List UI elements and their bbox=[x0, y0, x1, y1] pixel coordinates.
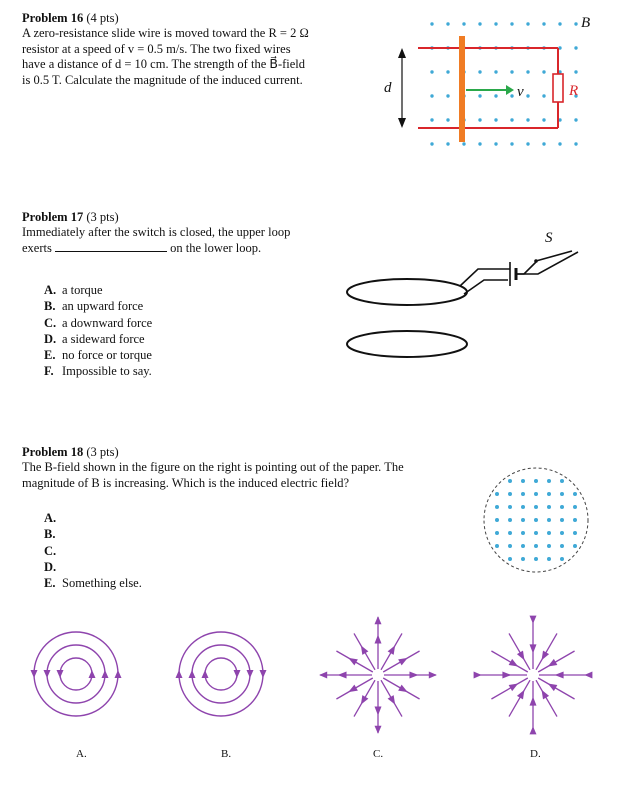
direction-arrow bbox=[548, 659, 558, 667]
p16-number: Problem 16 bbox=[22, 11, 84, 25]
option-letter: E. bbox=[44, 576, 56, 591]
field-line bbox=[205, 658, 237, 690]
option[interactable] bbox=[44, 298, 152, 314]
direction-arrow bbox=[31, 670, 38, 678]
p17-text-a: exerts bbox=[22, 240, 52, 255]
direction-arrow bbox=[361, 645, 369, 655]
b-field-disk-figure bbox=[478, 462, 594, 578]
field-line bbox=[47, 645, 105, 703]
direction-arrow bbox=[57, 670, 64, 678]
field-dot bbox=[521, 531, 525, 535]
field-dot bbox=[430, 94, 433, 97]
velocity-arrowhead bbox=[506, 85, 514, 95]
field-dot bbox=[462, 142, 465, 145]
p16-points: (4 pts) bbox=[86, 11, 119, 25]
direction-arrow bbox=[234, 670, 241, 678]
field-dot bbox=[573, 505, 577, 509]
option-text: a downward force bbox=[62, 315, 153, 330]
field-dot bbox=[494, 70, 497, 73]
field-dot bbox=[534, 492, 538, 496]
field-dot bbox=[542, 142, 545, 145]
direction-arrow bbox=[509, 659, 519, 667]
option-letter: F. bbox=[44, 364, 54, 379]
caption-b: B. bbox=[221, 748, 232, 760]
direction-arrow bbox=[509, 684, 519, 692]
direction-arrow bbox=[409, 672, 418, 679]
field-dot bbox=[547, 557, 551, 561]
direction-arrow bbox=[375, 635, 382, 644]
p16-line: is 0.5 T. Calculate the magnitude of the induced current. bbox=[22, 72, 303, 87]
field-dot bbox=[430, 118, 433, 121]
field-dot bbox=[547, 492, 551, 496]
direction-arrow bbox=[584, 672, 592, 679]
option[interactable] bbox=[44, 510, 142, 526]
field-dot bbox=[526, 142, 529, 145]
field-dot bbox=[534, 544, 538, 548]
d-arrow-down bbox=[398, 118, 406, 128]
direction-arrow bbox=[542, 651, 550, 661]
option-letter: C. bbox=[44, 315, 57, 330]
option-letter: E. bbox=[44, 348, 56, 363]
field-dot bbox=[495, 505, 499, 509]
lower-loop bbox=[347, 331, 467, 357]
direction-arrow bbox=[319, 672, 327, 679]
field-dot bbox=[573, 492, 577, 496]
field-dot bbox=[462, 22, 465, 25]
option[interactable] bbox=[44, 331, 152, 347]
field-dot bbox=[495, 544, 499, 548]
p16-line: have a distance of d = 10 cm. The strength of the B⃗-field bbox=[22, 57, 306, 71]
p16-title bbox=[22, 11, 119, 27]
field-dot bbox=[521, 492, 525, 496]
field-dot bbox=[534, 531, 538, 535]
field-dot bbox=[574, 142, 577, 145]
answer-figures bbox=[0, 600, 634, 790]
direction-arrow bbox=[375, 706, 382, 715]
field-dot bbox=[521, 505, 525, 509]
p18-line: The B-field shown in the figure on the right is pointing out of the paper. The bbox=[22, 460, 404, 474]
direction-arrow bbox=[517, 651, 525, 661]
option[interactable] bbox=[44, 282, 152, 298]
lead-wire-4 bbox=[516, 252, 578, 274]
field-dot bbox=[547, 518, 551, 522]
field-dot bbox=[510, 118, 513, 121]
direction-arrow bbox=[517, 690, 525, 700]
field-dot bbox=[547, 479, 551, 483]
caption-d: D. bbox=[530, 748, 541, 760]
field-dot bbox=[495, 531, 499, 535]
field-dot bbox=[573, 518, 577, 522]
d-arrow-up bbox=[398, 48, 406, 58]
b-label: B⃗ bbox=[581, 15, 602, 31]
caption-c: C. bbox=[373, 748, 384, 760]
p17-line-blank bbox=[22, 241, 290, 257]
field-dot bbox=[560, 557, 564, 561]
direction-arrow bbox=[176, 670, 183, 678]
field-dot bbox=[495, 492, 499, 496]
p18-title bbox=[22, 445, 119, 461]
field-dot bbox=[430, 70, 433, 73]
direction-arrow bbox=[542, 690, 550, 700]
option-text: Something else. bbox=[62, 576, 142, 591]
field-line bbox=[60, 658, 92, 690]
p18-line: magnitude of B is increasing. Which is the induced electric field? bbox=[22, 475, 350, 490]
direction-arrow bbox=[555, 672, 564, 679]
upper-loop bbox=[347, 279, 467, 305]
r-label: R bbox=[569, 83, 579, 99]
field-dot bbox=[494, 118, 497, 121]
direction-arrow bbox=[388, 695, 396, 705]
field-dot bbox=[558, 142, 561, 145]
option-letter: A. bbox=[44, 511, 57, 525]
direction-arrow bbox=[348, 685, 358, 693]
option[interactable] bbox=[44, 559, 142, 575]
field-dot bbox=[573, 531, 577, 535]
field-dot bbox=[534, 518, 538, 522]
direction-arrow bbox=[530, 726, 537, 734]
direction-arrow bbox=[44, 670, 51, 678]
option-letter: D. bbox=[44, 559, 57, 574]
p18-body bbox=[22, 460, 404, 491]
direction-arrow bbox=[102, 670, 109, 678]
v-label: v⃗ bbox=[517, 84, 536, 100]
field-dot bbox=[430, 142, 433, 145]
field-dot bbox=[521, 479, 525, 483]
field-dot bbox=[560, 492, 564, 496]
field-dot bbox=[510, 22, 513, 25]
direction-arrow bbox=[548, 684, 558, 692]
field-dot bbox=[478, 118, 481, 121]
direction-arrow bbox=[398, 685, 408, 693]
field-dot bbox=[508, 557, 512, 561]
p17-number: Problem 17 bbox=[22, 210, 84, 224]
option-letter: D. bbox=[44, 331, 57, 346]
field-dot bbox=[560, 531, 564, 535]
answer-blank[interactable] bbox=[55, 241, 167, 252]
direction-arrow bbox=[338, 672, 347, 679]
field-dot bbox=[446, 94, 449, 97]
option[interactable] bbox=[44, 543, 142, 559]
loops-figure bbox=[340, 224, 600, 364]
field-dot bbox=[534, 505, 538, 509]
direction-arrow bbox=[202, 670, 209, 678]
field-dot bbox=[534, 479, 538, 483]
field-dot bbox=[560, 479, 564, 483]
field-dot bbox=[534, 557, 538, 561]
field-dot bbox=[547, 531, 551, 535]
field-dot bbox=[430, 22, 433, 25]
p17-body bbox=[22, 225, 290, 256]
direction-arrow bbox=[530, 644, 537, 653]
switch-label: S bbox=[545, 230, 553, 246]
direction-arrow bbox=[530, 616, 537, 624]
field-dot bbox=[526, 118, 529, 121]
field-dot bbox=[508, 505, 512, 509]
field-dot bbox=[547, 505, 551, 509]
field-dot bbox=[508, 518, 512, 522]
direction-arrow bbox=[260, 670, 267, 678]
option[interactable] bbox=[44, 575, 142, 591]
direction-arrow bbox=[398, 658, 408, 666]
field-dot bbox=[558, 22, 561, 25]
option[interactable] bbox=[44, 347, 152, 363]
field-dot bbox=[478, 94, 481, 97]
field-dot bbox=[478, 70, 481, 73]
option-letter: A. bbox=[44, 283, 57, 297]
field-dot bbox=[446, 70, 449, 73]
lead-wire-1 bbox=[460, 269, 510, 286]
direction-arrow bbox=[189, 670, 196, 678]
caption-a: A. bbox=[76, 748, 87, 760]
p18-options bbox=[44, 510, 142, 591]
field-dot bbox=[547, 544, 551, 548]
field-dot bbox=[510, 94, 513, 97]
field-dot bbox=[542, 22, 545, 25]
direction-arrow bbox=[348, 658, 358, 666]
d-label: d bbox=[384, 80, 392, 96]
direction-arrow bbox=[388, 645, 396, 655]
field-dot bbox=[446, 22, 449, 25]
field-dot bbox=[526, 70, 529, 73]
field-dot bbox=[446, 118, 449, 121]
lead-wire-2 bbox=[464, 280, 508, 294]
field-dot bbox=[521, 544, 525, 548]
field-dot bbox=[510, 70, 513, 73]
p17-points: (3 pts) bbox=[86, 210, 119, 224]
direction-arrow bbox=[375, 726, 382, 734]
field-dot bbox=[446, 142, 449, 145]
option-text: Impossible to say. bbox=[62, 364, 152, 379]
p17-title bbox=[22, 210, 119, 226]
field-dot bbox=[478, 142, 481, 145]
option[interactable] bbox=[44, 315, 152, 331]
option-letter: B. bbox=[44, 527, 56, 542]
option-text: a sideward force bbox=[62, 331, 145, 346]
figure-a-ccw-circles bbox=[31, 632, 122, 716]
field-dot bbox=[510, 142, 513, 145]
field-dot bbox=[508, 492, 512, 496]
b-field-dots bbox=[495, 479, 577, 561]
field-dot bbox=[560, 505, 564, 509]
field-dot bbox=[560, 544, 564, 548]
field-dot bbox=[508, 544, 512, 548]
option[interactable] bbox=[44, 526, 142, 542]
field-dot bbox=[495, 518, 499, 522]
field-dot bbox=[521, 518, 525, 522]
field-dot bbox=[560, 518, 564, 522]
p16-body bbox=[22, 26, 309, 88]
field-dot bbox=[542, 70, 545, 73]
field-dot bbox=[494, 94, 497, 97]
direction-arrow bbox=[530, 697, 537, 706]
field-dot bbox=[521, 557, 525, 561]
option-letter: C. bbox=[44, 543, 57, 558]
option-text: an upward force bbox=[62, 299, 144, 314]
option-text: no force or torque bbox=[62, 348, 152, 363]
option-letter: B. bbox=[44, 299, 56, 314]
direction-arrow bbox=[375, 616, 382, 624]
field-dot bbox=[494, 22, 497, 25]
field-dot bbox=[508, 479, 512, 483]
p16-line: A zero-resistance slide wire is moved toward the R = 2 Ω bbox=[22, 26, 309, 40]
figure-d-inward-field bbox=[474, 616, 593, 735]
p18-points: (3 pts) bbox=[86, 445, 119, 459]
field-dot bbox=[478, 22, 481, 25]
field-dot bbox=[573, 544, 577, 548]
p16-line: resistor at a speed of v = 0.5 m/s. The two fixed wires bbox=[22, 41, 291, 56]
lead-wire-3 bbox=[516, 262, 536, 274]
figure-b-cw-circles bbox=[176, 632, 267, 716]
direction-arrow bbox=[115, 670, 122, 678]
field-dot bbox=[542, 118, 545, 121]
option[interactable] bbox=[44, 363, 152, 379]
direction-arrow bbox=[474, 672, 482, 679]
field-dot bbox=[574, 22, 577, 25]
field-dot bbox=[526, 22, 529, 25]
field-dot bbox=[542, 94, 545, 97]
direction-arrow bbox=[361, 695, 369, 705]
field-line bbox=[192, 645, 250, 703]
p18-number: Problem 18 bbox=[22, 445, 84, 459]
field-dot bbox=[574, 70, 577, 73]
field-dot bbox=[574, 46, 577, 49]
p17-text-b: on the lower loop. bbox=[170, 240, 262, 255]
figure-c-outward-field bbox=[319, 616, 437, 734]
p17-options bbox=[44, 282, 152, 380]
p17-line: Immediately after the switch is closed, the upper loop bbox=[22, 225, 291, 239]
direction-arrow bbox=[429, 672, 437, 679]
direction-arrow bbox=[89, 670, 96, 678]
resistor bbox=[553, 74, 563, 102]
option-text: a torque bbox=[62, 283, 103, 297]
field-dot bbox=[494, 142, 497, 145]
field-dot bbox=[574, 118, 577, 121]
direction-arrow bbox=[247, 670, 254, 678]
field-dot bbox=[508, 531, 512, 535]
direction-arrow bbox=[502, 672, 511, 679]
switch-blade[interactable] bbox=[536, 251, 572, 261]
slide-wire-figure bbox=[380, 8, 610, 158]
